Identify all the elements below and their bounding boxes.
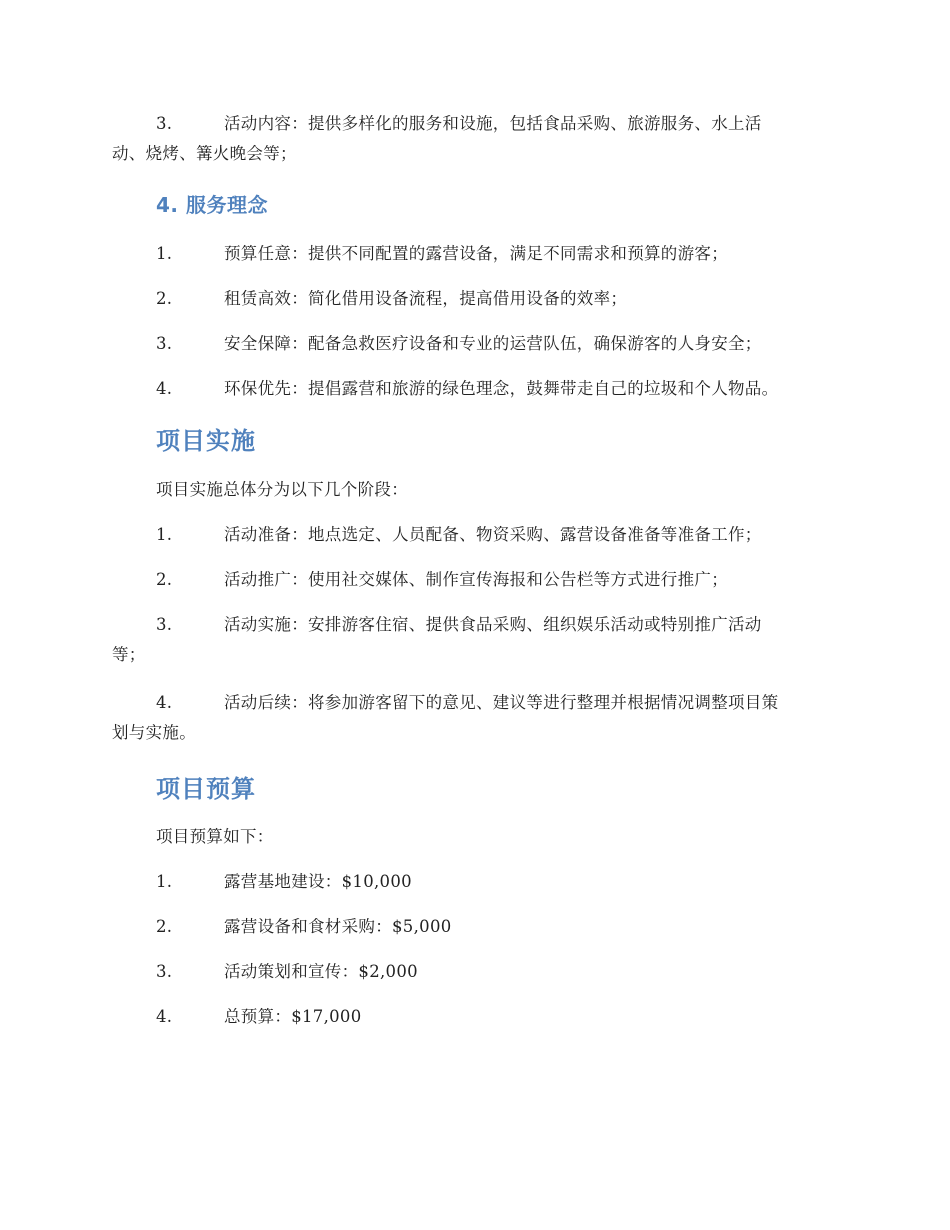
list-number: 2. (156, 570, 173, 589)
list-number: 3. (156, 962, 173, 981)
budget-item (112, 867, 840, 897)
list-item-text: 活动推广：使用社交媒体、制作宣传海报和公告栏等方式进行推广； (224, 570, 728, 589)
implementation-item (112, 520, 840, 550)
service-concept-item (112, 329, 840, 359)
list-item-text: 活动实施：安排游客住宿、提供食品采购、组织娱乐活动或特别推广活动 (224, 615, 762, 634)
list-number: 1. (156, 525, 173, 544)
list-item-text: 活动后续：将参加游客留下的意见、建议等进行整理并根据情况调整项目策 (224, 693, 779, 712)
section-heading-budget: 项目预算 (156, 775, 256, 803)
list-number: 3. (156, 114, 173, 133)
list-number: 1. (156, 872, 173, 891)
budget-item (112, 1002, 840, 1032)
list-number: 4. (156, 693, 173, 712)
budget-item (112, 957, 840, 987)
implementation-item (112, 688, 840, 748)
budget-item (112, 912, 840, 942)
list-number: 2. (156, 289, 173, 308)
list-item-text: 活动内容：提供多样化的服务和设施，包括食品采购、旅游服务、水上活 (224, 114, 762, 133)
list-number: 4. (156, 379, 173, 398)
list-number: 3. (156, 615, 173, 634)
list-item-text: 环保优先：提倡露营和旅游的绿色理念，鼓舞带走自己的垃圾和个人物品。 (224, 379, 779, 398)
service-concept-item (112, 374, 840, 404)
section-heading-service-concept: 4. 服务理念 (156, 193, 268, 217)
list-item-text-continued: 等； (112, 645, 146, 664)
list-item-text: 预算任意：提供不同配置的露营设备，满足不同需求和预算的游客； (224, 244, 728, 263)
service-concept-item (112, 239, 840, 269)
activities-list-item (112, 109, 840, 169)
service-concept-item (112, 284, 840, 314)
section-heading-implementation: 项目实施 (156, 427, 256, 455)
list-number: 4. (156, 1007, 173, 1026)
list-number: 3. (156, 334, 173, 353)
list-item-text-continued: 划与实施。 (112, 723, 196, 742)
list-item-text: 总预算：$17,000 (224, 1007, 362, 1026)
list-item-text: 露营基地建设：$10,000 (224, 872, 412, 891)
list-item-text: 活动策划和宣传：$2,000 (224, 962, 418, 981)
list-item-text-continued: 动、烧烤、篝火晚会等； (112, 144, 297, 163)
list-number: 1. (156, 244, 173, 263)
list-item-text: 租赁高效：简化借用设备流程，提高借用设备的效率； (224, 289, 628, 308)
list-item-text: 安全保障：配备急救医疗设备和专业的运营队伍，确保游客的人身安全； (224, 334, 762, 353)
list-number: 2. (156, 917, 173, 936)
implementation-item (112, 565, 840, 595)
budget-intro: 项目预算如下： (156, 827, 274, 846)
list-item-text: 露营设备和食材采购：$5,000 (224, 917, 452, 936)
implementation-item (112, 610, 840, 670)
list-item-text: 活动准备：地点选定、人员配备、物资采购、露营设备准备等准备工作； (224, 525, 762, 544)
implementation-intro: 项目实施总体分为以下几个阶段： (156, 480, 408, 499)
